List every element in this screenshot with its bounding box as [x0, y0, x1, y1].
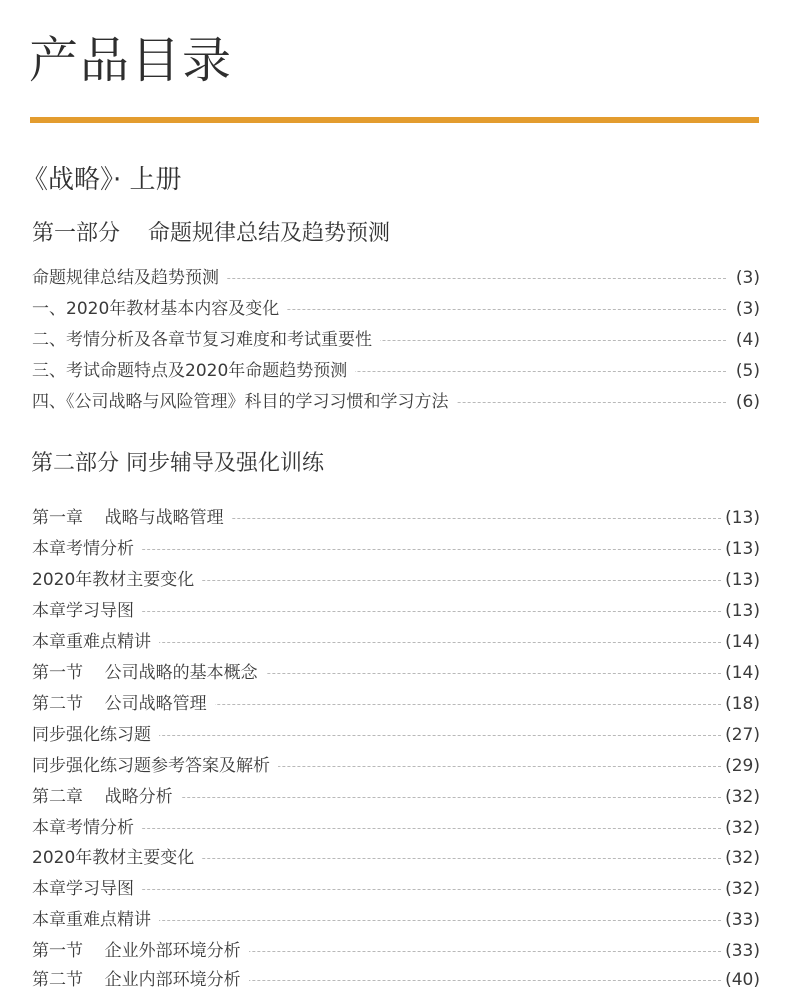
toc-entry-label: 二、考情分析及各章节复习难度和考试重要性	[32, 327, 380, 353]
toc-page-number: (3)	[732, 296, 760, 322]
toc-page-number: (33)	[721, 907, 760, 933]
toc-entry-label: 一、2020年教材基本内容及变化	[32, 296, 287, 322]
toc-entry-label: 第二节 企业内部环境分析	[32, 967, 249, 993]
toc-row[interactable]	[32, 784, 760, 812]
toc-page-number: (40)	[721, 967, 760, 993]
toc-entry-label: 本章考情分析	[32, 536, 142, 562]
toc-row[interactable]	[32, 815, 760, 843]
toc-page-number: (32)	[721, 845, 760, 871]
toc-entry-label: 第一章 战略与战略管理	[32, 505, 232, 531]
toc-page-number: (18)	[721, 691, 760, 717]
toc-row[interactable]	[32, 660, 760, 688]
toc-entry-label: 2020年教材主要变化	[32, 845, 202, 871]
part1-title: 第一部分 命题规律总结及趋势预测	[32, 221, 390, 246]
toc-row[interactable]	[32, 876, 760, 904]
toc-page-number: (14)	[721, 629, 760, 655]
toc-page-number: (14)	[721, 660, 760, 686]
toc-row[interactable]	[32, 907, 760, 935]
toc-row[interactable]	[32, 753, 760, 781]
toc-entry-label: 同步强化练习题	[32, 722, 159, 748]
toc-page-number: (27)	[721, 722, 760, 748]
book-title: 《战略》· 上册	[22, 165, 182, 195]
toc-row[interactable]	[32, 327, 760, 355]
toc-row[interactable]	[32, 598, 760, 626]
toc-page-number: (32)	[721, 815, 760, 841]
page-title: 产品目录	[29, 32, 234, 89]
toc-entry-label: 第一节 企业外部环境分析	[32, 938, 249, 964]
toc-entry-label: 第一节 公司战略的基本概念	[32, 660, 266, 686]
toc-entry-label: 本章考情分析	[32, 815, 142, 841]
toc-row[interactable]	[32, 629, 760, 657]
toc-entry-label: 同步强化练习题参考答案及解析	[32, 753, 278, 779]
toc-page-number: (13)	[721, 567, 760, 593]
toc-page-number: (33)	[721, 938, 760, 964]
toc-row[interactable]	[32, 967, 760, 995]
toc-page-number: (4)	[732, 327, 760, 353]
toc-entry-label: 四、《公司战略与风险管理》科目的学习习惯和学习方法	[32, 389, 457, 415]
toc-row[interactable]	[32, 938, 760, 966]
toc-entry-label: 第二节 公司战略管理	[32, 691, 215, 717]
toc-page-number: (32)	[721, 876, 760, 902]
title-divider	[30, 117, 759, 123]
part2-title: 第二部分 同步辅导及强化训练	[31, 451, 324, 476]
toc-row[interactable]	[32, 722, 760, 750]
toc-row[interactable]	[32, 505, 760, 533]
toc-page-number: (6)	[732, 389, 760, 415]
toc-entry-label: 本章重难点精讲	[32, 629, 159, 655]
toc-entry-label: 命题规律总结及趋势预测	[32, 265, 227, 291]
toc-row[interactable]	[32, 358, 760, 386]
toc-row[interactable]	[32, 691, 760, 719]
toc-row[interactable]	[32, 389, 760, 417]
toc-entry-label: 本章重难点精讲	[32, 907, 159, 933]
toc-page-number: (13)	[721, 505, 760, 531]
toc-page-number: (29)	[721, 753, 760, 779]
toc-row[interactable]	[32, 296, 760, 324]
toc-page-number: (3)	[732, 265, 760, 291]
toc-row[interactable]	[32, 265, 760, 293]
toc-entry-label: 第二章 战略分析	[32, 784, 181, 810]
toc-page-number: (32)	[721, 784, 760, 810]
toc-row[interactable]	[32, 536, 760, 564]
toc-row[interactable]	[32, 567, 760, 595]
toc-page-number: (13)	[721, 536, 760, 562]
toc-entry-label: 本章学习导图	[32, 876, 142, 902]
toc-row[interactable]	[32, 845, 760, 873]
toc-page-number: (5)	[732, 358, 760, 384]
toc-entry-label: 2020年教材主要变化	[32, 567, 202, 593]
toc-page-number: (13)	[721, 598, 760, 624]
toc-entry-label: 三、考试命题特点及2020年命题趋势预测	[32, 358, 355, 384]
toc-entry-label: 本章学习导图	[32, 598, 142, 624]
